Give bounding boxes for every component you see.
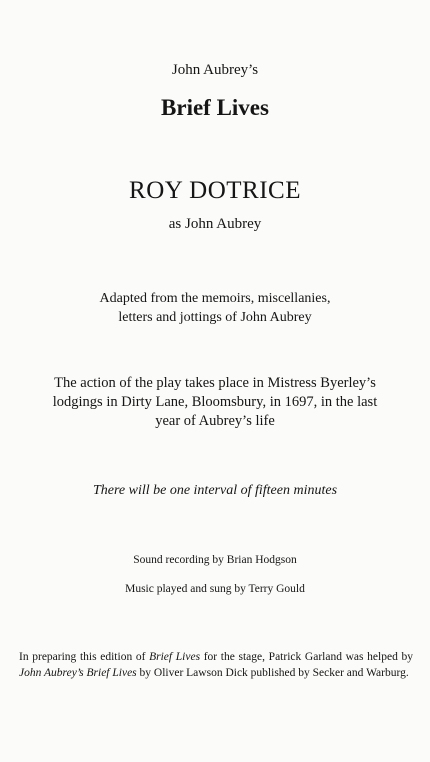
edition-note-title-1: Brief Lives [149, 651, 201, 663]
setting-line-2: lodgings in Dirty Lane, Bloomsbury, in 1697, in the last [52, 394, 378, 410]
setting-line-3: year of Aubrey’s life [155, 413, 275, 429]
actor-name: ROY DOTRICE [129, 177, 301, 204]
page-title: Brief Lives [161, 95, 269, 120]
edition-note-text-3: by Oliver Lawson Dick published by Secker and Warburg. [136, 667, 409, 679]
sound-credit: Sound recording by Brian Hodgson [133, 554, 297, 566]
adaptation-line-1: Adapted from the memoirs, miscellanies, [99, 291, 331, 306]
subtitle: John Aubrey’s [171, 62, 259, 78]
edition-note-title-2: John Aubrey’s Brief Lives [19, 667, 137, 679]
setting-line-1: The action of the play takes place in Mistress Byerley’s [54, 375, 376, 391]
edition-note-text-2: for the stage, Patrick Garland was helped by [200, 651, 413, 663]
edition-note [19, 649, 413, 681]
music-credit: Music played and sung by Terry Gould [125, 583, 305, 595]
interval-notice: There will be one interval of fifteen minutes [92, 483, 338, 498]
edition-note-text-1: In preparing this edition of [19, 651, 150, 663]
actor-role: as John Aubrey [168, 216, 262, 232]
adaptation-line-2: letters and jottings of John Aubrey [118, 310, 312, 325]
